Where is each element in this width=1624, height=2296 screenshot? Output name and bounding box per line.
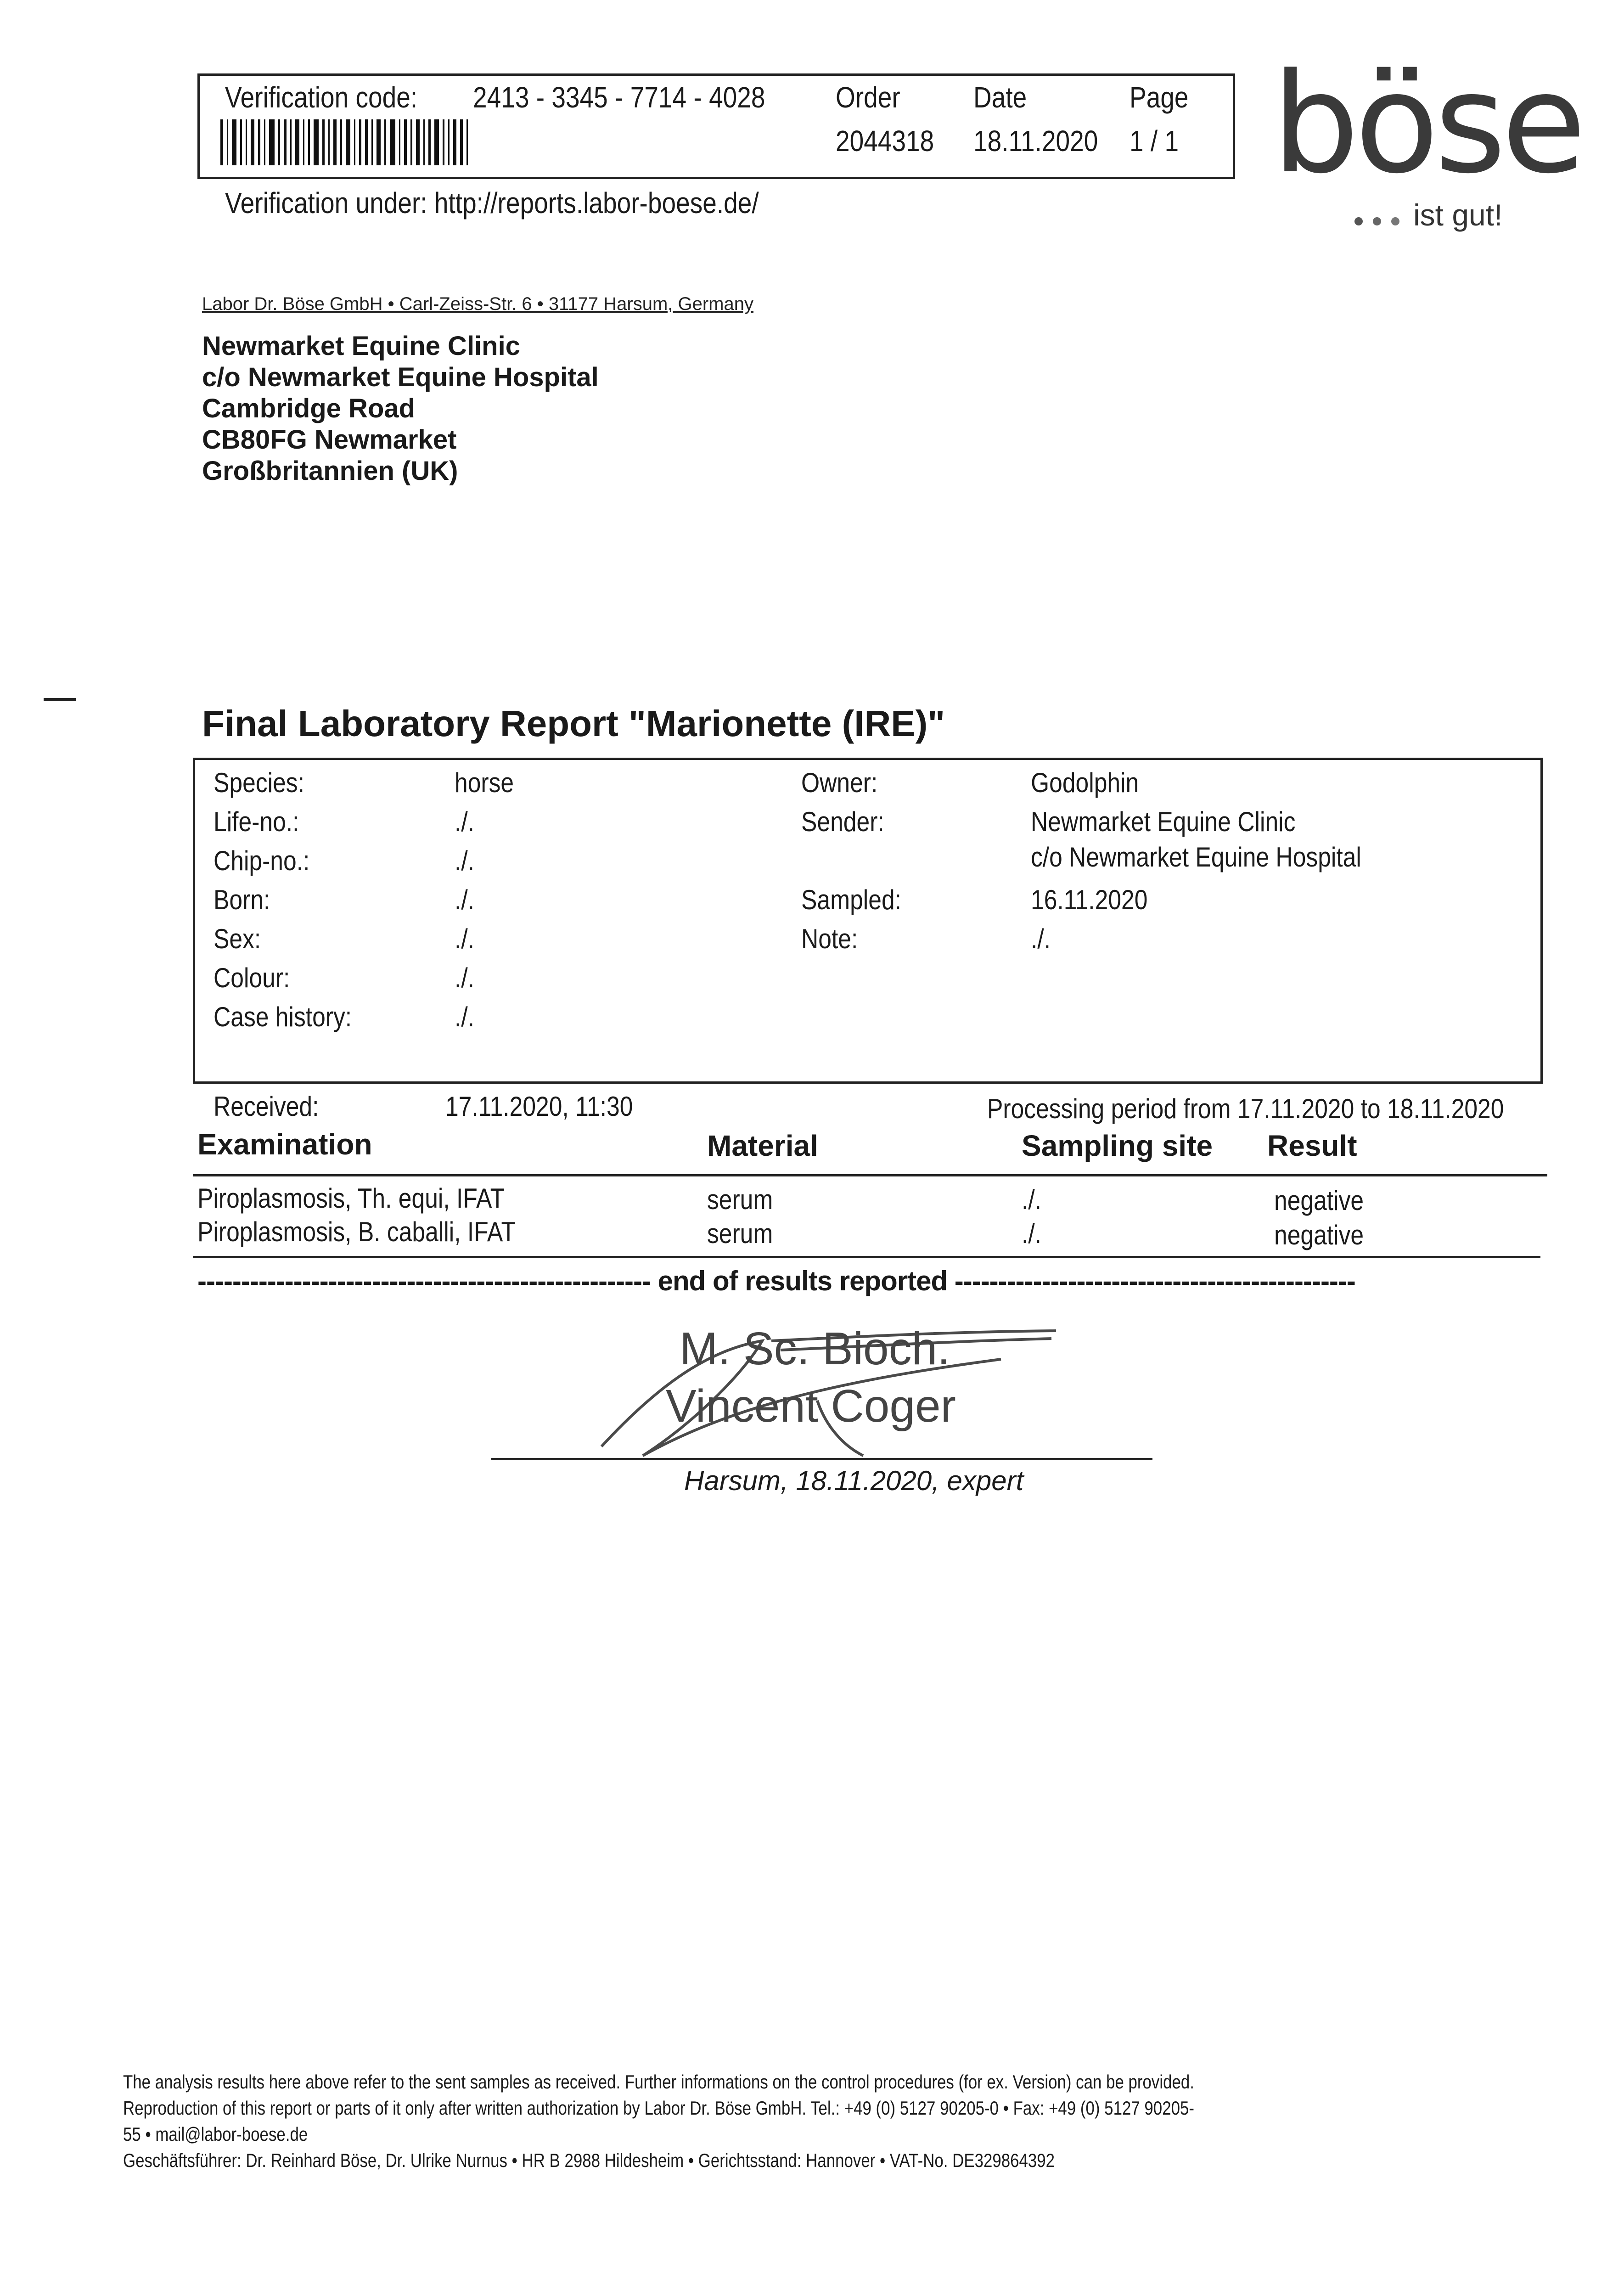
barcode-bar (240, 119, 242, 165)
owner-label: Owner: (801, 767, 878, 798)
col-material: Material (707, 1129, 818, 1162)
barcode-bar (434, 119, 439, 165)
chip-no-value: ./. (455, 845, 475, 876)
col-result: Result (1267, 1129, 1357, 1162)
signatory-title: M. Sc. Bioch. (680, 1323, 950, 1374)
chip-no-label: Chip-no.: (214, 845, 310, 876)
barcode-bar (460, 119, 463, 165)
barcode-bar (284, 119, 287, 165)
sex-value: ./. (455, 923, 475, 954)
address-line: c/o Newmarket Equine Hospital (202, 362, 599, 392)
born-value: ./. (455, 884, 475, 915)
barcode-bar (399, 119, 400, 165)
sender-label: Sender: (801, 806, 884, 837)
barcode-bar (290, 119, 292, 165)
verification-code: 2413 - 3345 - 7714 - 4028 (473, 81, 765, 114)
barcode-bar (354, 119, 355, 165)
received-value: 17.11.2020, 11:30 (445, 1091, 633, 1122)
barcode-bar (314, 119, 319, 165)
date-value: 18.11.2020 (973, 124, 1098, 158)
barcode-bar (328, 119, 330, 165)
barcode-bar (269, 119, 275, 165)
signatory-name: Vincent Coger (666, 1380, 956, 1432)
barcode-bar (428, 119, 431, 165)
barcode-bar (333, 119, 337, 165)
sender-line: Labor Dr. Böse GmbH • Carl-Zeiss-Str. 6 • 31177 Harsum, Germany (202, 294, 753, 314)
sampled-value: 16.11.2020 (1031, 884, 1148, 915)
barcode-bar (251, 119, 254, 165)
received-label: Received: (214, 1091, 319, 1122)
barcode-bar (246, 119, 247, 165)
table-cell-material: serum (707, 1218, 773, 1249)
verification-url: Verification under: http://reports.labor-boese.de/ (225, 186, 759, 219)
owner-value: Godolphin (1031, 767, 1139, 798)
date-label: Date (973, 81, 1027, 114)
barcode-bar (453, 119, 456, 165)
footer-line: Geschäftsführer: Dr. Reinhard Böse, Dr. Ulrike Nurnus • HR B 2988 Hildesheim • Gerichtsstand: Hannover • VAT-No. DE329864392 (123, 2150, 1055, 2171)
processing-period: Processing period from 17.11.2020 to 18.11.2020 (987, 1093, 1504, 1124)
col-sampling-site: Sampling site (1022, 1129, 1213, 1162)
barcode-bar (258, 119, 260, 165)
barcode-bar (308, 119, 310, 165)
table-cell-result: negative (1274, 1185, 1364, 1216)
species-label: Species: (214, 767, 304, 798)
colour-value: ./. (455, 962, 475, 993)
barcode-bar (423, 119, 425, 165)
header-rule (193, 1174, 1547, 1176)
barcode-bar (295, 119, 299, 165)
barcode-bar (303, 119, 304, 165)
barcode-bar (340, 119, 342, 165)
signature-line (491, 1458, 1152, 1460)
rows-rule (193, 1256, 1540, 1258)
signature-caption: Harsum, 18.11.2020, expert (684, 1465, 1024, 1496)
address-line: Cambridge Road (202, 394, 416, 423)
footer-line: The analysis results here above refer to the sent samples as received. Further informations on the control procedures (for ex. Version) can be provided. (123, 2071, 1194, 2093)
life-no-value: ./. (455, 806, 475, 837)
fold-mark (44, 698, 76, 701)
address-line: Großbritannien (UK) (202, 456, 458, 486)
sex-label: Sex: (214, 923, 261, 954)
page-label: Page (1129, 81, 1189, 114)
report-title: Final Laboratory Report "Marionette (IRE)" (202, 703, 945, 744)
barcode-bar (448, 119, 450, 165)
barcode-bar (371, 119, 373, 165)
barcode-bar (232, 119, 236, 165)
table-cell-material: serum (707, 1184, 773, 1215)
address-line: CB80FG Newmarket (202, 425, 457, 455)
sender-value: c/o Newmarket Equine Hospital (1031, 842, 1361, 872)
address-line: Newmarket Equine Clinic (202, 331, 520, 361)
slogan-dots-icon (1354, 198, 1413, 232)
logo-slogan (1354, 197, 1502, 232)
barcode-bar (466, 119, 468, 165)
verification-label: Verification code: (225, 81, 418, 114)
barcode-bar (410, 119, 412, 165)
sender-value: Newmarket Equine Clinic (1031, 806, 1296, 837)
col-examination: Examination (197, 1128, 372, 1161)
barcode-bar (384, 119, 386, 165)
footer-line: Reproduction of this report or parts of it only after written authorization by Labor Dr. Böse GmbH. Tel.: +49 (0) 5127 90205-0 • Fax: +49 (0) 5127 90205- (123, 2097, 1194, 2119)
barcode-bar (227, 119, 228, 165)
barcode-bar (264, 119, 265, 165)
sampled-label: Sampled: (801, 884, 901, 915)
barcode-bar (443, 119, 444, 165)
table-cell-sampling-site: ./. (1022, 1218, 1042, 1249)
note-value: ./. (1031, 923, 1051, 954)
born-label: Born: (214, 884, 270, 915)
barcode-bar (220, 119, 223, 165)
order-label: Order (836, 81, 900, 114)
note-label: Note: (801, 923, 858, 954)
species-value: horse (455, 767, 514, 798)
page-value: 1 / 1 (1129, 124, 1179, 158)
case-history-label: Case history: (214, 1002, 352, 1032)
end-of-results-line: ---------------------------------------------------- end of results reported ---------------------------------------------- (197, 1266, 1355, 1296)
case-history-value: ./. (455, 1002, 475, 1032)
order-value: 2044318 (836, 124, 934, 158)
life-no-label: Life-no.: (214, 806, 299, 837)
barcode-bar (322, 119, 325, 165)
colour-label: Colour: (214, 962, 290, 993)
barcode (220, 119, 560, 165)
barcode-bar (376, 119, 381, 165)
barcode-bar (346, 119, 350, 165)
barcode-bar (278, 119, 280, 165)
footer-line: 55 • mail@labor-boese.de (123, 2123, 308, 2145)
barcode-bar (404, 119, 407, 165)
barcode-bar (416, 119, 420, 165)
table-cell-result: negative (1274, 1220, 1364, 1250)
table-cell-examination: Piroplasmosis, Th. equi, IFAT (197, 1183, 505, 1214)
table-cell-examination: Piroplasmosis, B. caballi, IFAT (197, 1216, 516, 1247)
barcode-bar (365, 119, 368, 165)
slogan-text: ist gut! (1413, 198, 1503, 232)
barcode-bar (390, 119, 395, 165)
barcode-bar (359, 119, 361, 165)
boese-logo: böse (1272, 44, 1582, 204)
table-cell-sampling-site: ./. (1022, 1184, 1042, 1215)
